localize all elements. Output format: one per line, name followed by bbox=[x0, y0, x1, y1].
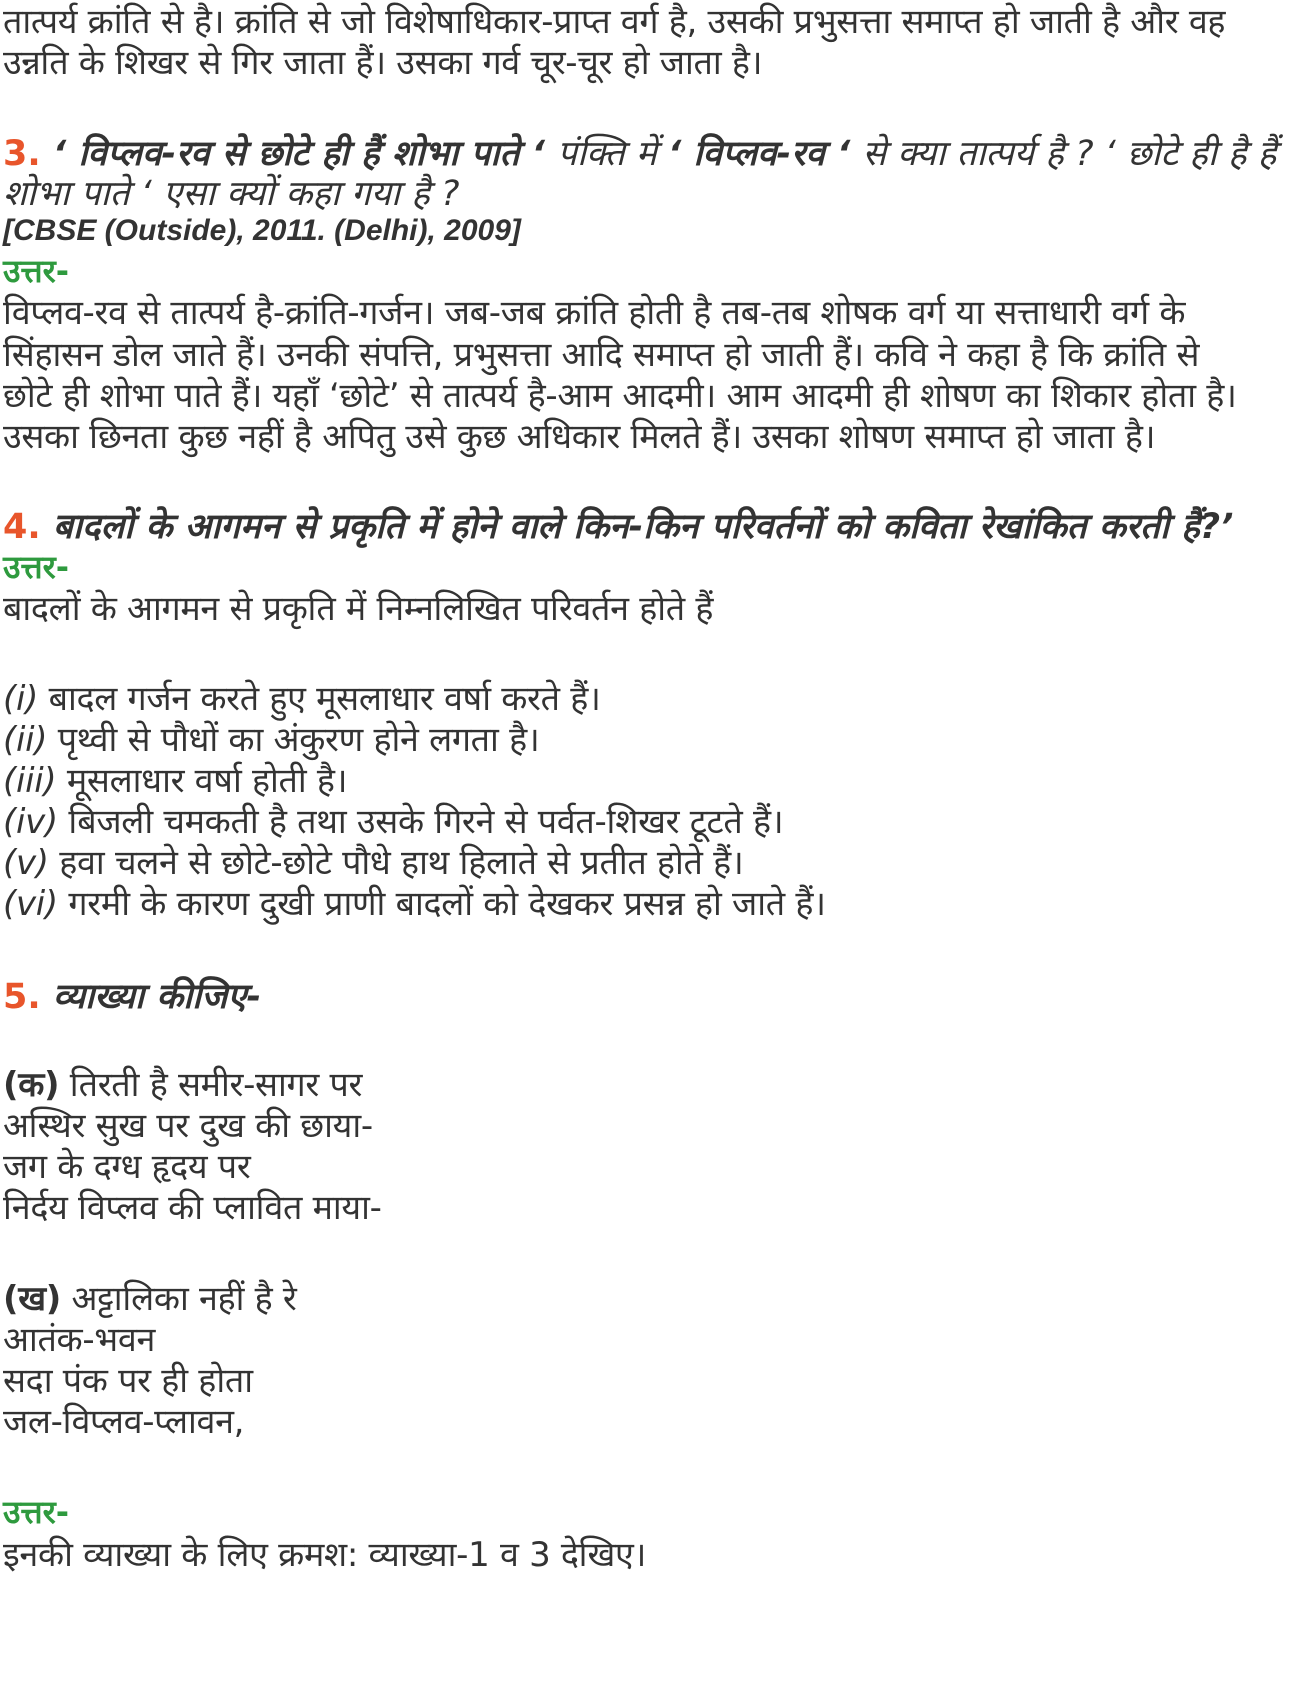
question-number: 4. bbox=[3, 507, 41, 547]
verse-line: जल-विप्लव-प्लावन, bbox=[3, 1402, 245, 1442]
question-4 bbox=[3, 505, 1233, 549]
question-number: 3. bbox=[3, 134, 41, 174]
list-item bbox=[3, 677, 601, 721]
intro-line-2: उन्नति के शिखर से गिर जाता हैं। उसका गर्व चूर-चूर हो जाता है। bbox=[3, 43, 763, 83]
answer-line: उसका छिनता कुछ नहीं है अपितु उसे कुछ अधिकार मिलते हैं। उसका शोषण समाप्त हो जाता है। bbox=[3, 417, 1156, 457]
list-item bbox=[3, 800, 783, 844]
answer-line: विप्लव-रव से तात्पर्य है-क्रांति-गर्जन। जब-जब क्रांति होती है तब-तब शोषक वर्ग या सत्ताधारी वर्ग के bbox=[3, 293, 1186, 333]
verse-line bbox=[3, 1063, 362, 1107]
answer-label: उत्तर- bbox=[3, 252, 70, 290]
question-text-bold: ‘ विप्लव-रव ‘ bbox=[667, 134, 863, 174]
question-text: पंक्ति में bbox=[557, 134, 668, 174]
answer-label: उत्तर- bbox=[3, 548, 70, 586]
list-item bbox=[3, 759, 347, 803]
list-marker: (ii) bbox=[3, 720, 48, 760]
question-number: 5. bbox=[3, 977, 41, 1017]
question-text: से क्या तात्पर्य है ? ‘ छोटे ही है हैं bbox=[862, 134, 1277, 174]
verse-text: तिरती है समीर-सागर पर bbox=[59, 1065, 363, 1105]
answer-label: उत्तर- bbox=[3, 1493, 70, 1531]
list-item-text: पृथ्वी से पौधों का अंकुरण होने लगता है। bbox=[47, 720, 540, 760]
question-3-reference: [CBSE (Outside), 2011. (Delhi), 2009] bbox=[3, 214, 521, 247]
answer-line: छोटे ही शोभा पाते हैं। यहाँ ‘छोटे’ से तात्पर्य है-आम आदमी। आम आदमी ही शोषण का शिकार होता है। bbox=[3, 376, 1237, 416]
list-item bbox=[3, 882, 826, 926]
answer-intro: बादलों के आगमन से प्रकृति में निम्नलिखित परिवर्तन होते हैं bbox=[3, 589, 714, 629]
list-marker: (iv) bbox=[3, 802, 58, 842]
intro-line-1: तात्पर्य क्रांति से है। क्रांति से जो विशेषाधिकार-प्राप्त वर्ग है, उसकी प्रभुसत्ता समाप्त हो जाती है और वह bbox=[3, 2, 1226, 42]
question-text-bold: ‘ विप्लव-रव से छोटे ही हैं शोभा पाते ‘ bbox=[40, 134, 558, 174]
question-3-line-2: शोभा पाते ‘ एसा क्यों कहा गया है ? bbox=[3, 174, 460, 214]
list-marker: (v) bbox=[3, 843, 49, 883]
verse-text: अट्टालिका नहीं है रे bbox=[61, 1279, 297, 1319]
verse-line: अस्थिर सुख पर दुख की छाया- bbox=[3, 1106, 373, 1146]
verse-marker: (क) bbox=[3, 1065, 60, 1105]
list-item-text: बिजली चमकती है तथा उसके गिरने से पर्वत-शिखर टूटते हैं। bbox=[57, 802, 784, 842]
verse-line: सदा पंक पर ही होता bbox=[3, 1361, 253, 1401]
list-item-text: मूसलाधार वर्षा होती है। bbox=[56, 761, 348, 801]
answer-line: सिंहासन डोल जाते हैं। उनकी संपत्ति, प्रभुसत्ता आदि समाप्त हो जाती हैं। कवि ने कहा है कि क्रांति से bbox=[3, 335, 1200, 375]
question-3 bbox=[3, 132, 1276, 176]
answer-line: इनकी व्याख्या के लिए क्रमश: व्याख्या-1 व 3 देखिए। bbox=[3, 1535, 647, 1575]
list-item-text: बादल गर्जन करते हुए मूसलाधार वर्षा करते हैं। bbox=[38, 679, 601, 719]
list-item bbox=[3, 718, 539, 762]
verse-line: निर्दय विप्लव की प्लावित माया- bbox=[3, 1188, 382, 1228]
list-marker: (iii) bbox=[3, 761, 57, 801]
list-item-text: गरमी के कारण दुखी प्राणी बादलों को देखकर प्रसन्न हो जाते हैं। bbox=[57, 884, 826, 924]
verse-marker: (ख) bbox=[3, 1279, 61, 1319]
question-5 bbox=[3, 975, 261, 1019]
question-text-bold: व्याख्या कीजिए- bbox=[40, 977, 262, 1017]
question-text-bold: बादलों के आगमन से प्रकृति में होने वाले किन-किन परिवर्तनों को कविता रेखांकित करती हैं?’ bbox=[40, 507, 1234, 547]
list-marker: (i) bbox=[3, 679, 39, 719]
list-item bbox=[3, 841, 743, 885]
list-marker: (vi) bbox=[3, 884, 58, 924]
verse-line: जग के दग्ध हृदय पर bbox=[3, 1147, 251, 1187]
list-item-text: हवा चलने से छोटे-छोटे पौधे हाथ हिलाते से प्रतीत होते हैं। bbox=[48, 843, 744, 883]
verse-line bbox=[3, 1277, 297, 1321]
verse-line: आतंक-भवन bbox=[3, 1320, 156, 1360]
